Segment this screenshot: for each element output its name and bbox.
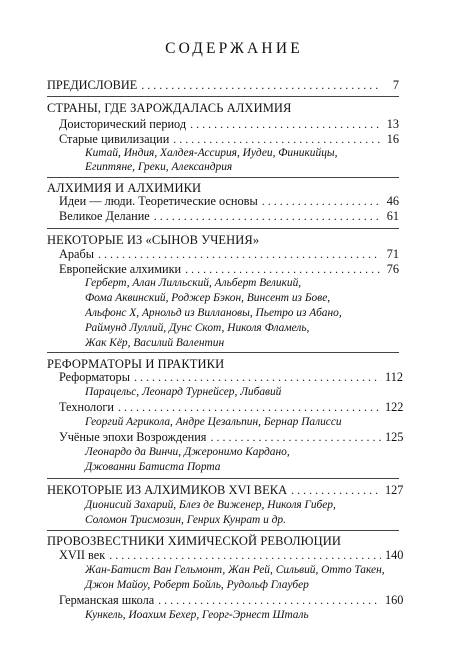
toc-names-line: Джон Майоу, Роберт Бойль, Рудольф Глаубер: [85, 579, 309, 591]
page-title: СОДЕРЖАНИЕ: [165, 40, 303, 57]
toc-page-number: 71: [386, 247, 399, 261]
toc-entry[interactable]: [59, 194, 399, 209]
toc-entry[interactable]: [59, 548, 404, 563]
section-divider: [47, 530, 399, 531]
toc-names-line: Герберт, Алан Лилльский, Альберт Великий,: [85, 277, 302, 289]
toc-entry[interactable]: [59, 593, 404, 608]
dot-leader: [173, 132, 381, 147]
toc-names-line: Кункель, Иоахим Бехер, Георг-Эрнест Шталь: [85, 609, 309, 621]
section-heading: ПРОВОЗВЕСТНИКИ ХИМИЧЕСКОЙ РЕВОЛЮЦИИ: [47, 534, 342, 548]
toc-names-line: Леонардо да Винчи, Джеронимо Кардано,: [85, 446, 290, 458]
toc-names-line: Соломон Трисмозин, Генрих Кунрат и др.: [85, 514, 286, 526]
toc-page-number: 7: [392, 78, 399, 92]
section-heading: НЕКОТОРЫЕ ИЗ «СЫНОВ УЧЕНИЯ»: [47, 233, 260, 247]
toc-entry-label: Доисторический период: [59, 117, 187, 131]
section-heading: АЛХИМИЯ И АЛХИМИКИ: [47, 181, 202, 195]
toc-entry-label: Идеи — люди. Теоретические основы: [59, 194, 258, 208]
dot-leader: [158, 593, 381, 608]
dot-leader: [210, 430, 381, 445]
toc-names-line: Раймунд Луллий, Дунс Скот, Николя Фламель,: [85, 322, 310, 334]
toc-page-number: 76: [386, 262, 399, 276]
toc-entry-label: Арабы: [59, 247, 95, 261]
toc-page-number: 160: [385, 593, 404, 607]
toc-names-line: Жак Кёр, Василий Валентин: [85, 337, 225, 349]
section-divider: [47, 478, 399, 479]
dot-leader: [141, 78, 381, 93]
toc-entry-label: Учёные эпохи Возрождения: [59, 430, 207, 444]
toc-page-number: 46: [386, 194, 399, 208]
section-divider: [47, 228, 399, 229]
section-divider: [47, 177, 399, 178]
toc-entry-preface[interactable]: [47, 78, 399, 93]
toc-entry-label: Старые цивилизации: [59, 132, 170, 146]
toc-section-entry[interactable]: [47, 483, 404, 498]
toc-entry[interactable]: [59, 117, 399, 132]
toc-page-number: 13: [386, 117, 399, 131]
dot-leader: [109, 548, 381, 563]
dot-leader: [185, 262, 381, 277]
dot-leader: [154, 209, 381, 224]
toc-names-line: Фома Аквинский, Роджер Бэкон, Винсент из Бове,: [85, 292, 331, 304]
toc-page-number: 127: [385, 483, 404, 497]
toc-entry-label: ПРЕДИСЛОВИЕ: [47, 78, 138, 92]
toc-entry-label: Европейские алхимики: [59, 262, 182, 276]
dot-leader: [118, 400, 381, 415]
toc-entry-label: Великое Делание: [59, 209, 150, 223]
section-divider: [47, 96, 399, 97]
toc-page-number: 122: [385, 400, 404, 414]
section-heading: РЕФОРМАТОРЫ И ПРАКТИКИ: [47, 357, 225, 371]
toc-page-number: 125: [385, 430, 404, 444]
section-heading: СТРАНЫ, ГДЕ ЗАРОЖДАЛАСЬ АЛХИМИЯ: [47, 101, 292, 115]
dot-leader: [190, 117, 381, 132]
toc-entry-label: Реформаторы: [59, 370, 130, 384]
toc-names-line: Китай, Индия, Халдея-Ассирия, Иудеи, Финикийцы,: [85, 147, 338, 159]
toc-names-line: Египтяне, Греки, Александрия: [85, 161, 233, 173]
toc-entry-label: Технологи: [59, 400, 114, 414]
toc-entry[interactable]: [59, 430, 404, 445]
dot-leader: [291, 483, 381, 498]
toc-entry-label: Германская школа: [59, 593, 155, 607]
toc-names-line: Дионисий Захарий, Блез де Виженер, Николя Гибер,: [85, 499, 336, 511]
toc-names-line: Альфонс X, Арнольд из Виллановы, Пьетро из Абано,: [85, 307, 342, 319]
toc-entry-label: XVII век: [59, 548, 106, 562]
section-divider: [47, 352, 399, 353]
dot-leader: [262, 194, 381, 209]
toc-entry[interactable]: [59, 247, 399, 262]
toc-names-line: Джованни Батиста Порта: [85, 461, 221, 473]
toc-entry[interactable]: [59, 132, 399, 147]
toc-entry[interactable]: [59, 209, 399, 224]
toc-names-line: Георгий Агрикола, Андре Цезальпин, Бернар Палисси: [85, 416, 342, 428]
toc-page-number: 61: [386, 209, 399, 223]
toc-page-number: 140: [385, 548, 404, 562]
section-heading: НЕКОТОРЫЕ ИЗ АЛХИМИКОВ XVI ВЕКА: [47, 483, 288, 497]
toc-names-line: Жан-Батист Ван Гельмонт, Жан Рей, Сильвий, Отто Такен,: [85, 564, 385, 576]
toc-page-number: 112: [385, 370, 403, 384]
toc-entry[interactable]: [59, 370, 403, 385]
dot-leader: [134, 370, 381, 385]
toc-page-number: 16: [386, 132, 399, 146]
toc-names-line: Парацельс, Леонард Турнейсер, Либавий: [85, 386, 282, 398]
toc-entry[interactable]: [59, 262, 399, 277]
dot-leader: [98, 247, 381, 262]
toc-entry[interactable]: [59, 400, 404, 415]
